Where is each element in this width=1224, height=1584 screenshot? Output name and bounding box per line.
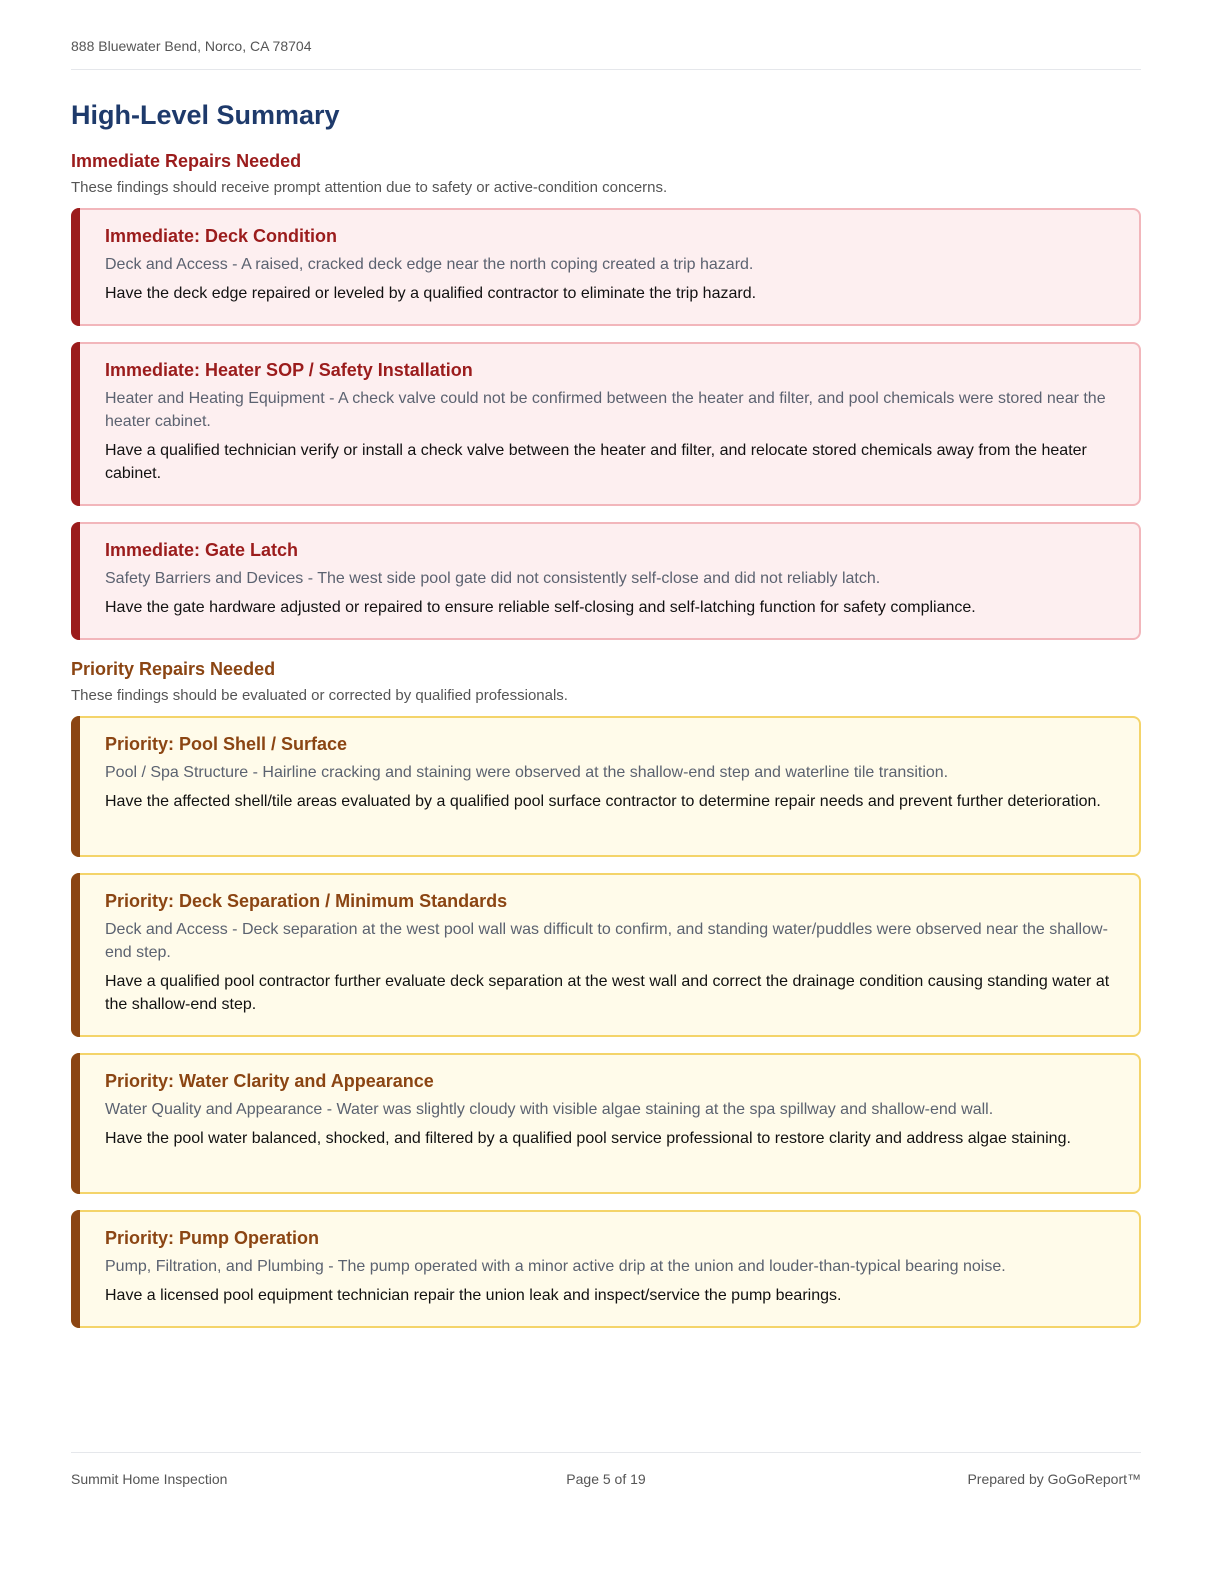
priority-card-deck-separation: [71, 873, 1141, 1037]
card-title: Priority: Deck Separation / Minimum Standards: [105, 891, 508, 911]
priority-section-description: These findings should be evaluated or corrected by qualified professionals.: [71, 687, 568, 704]
card-title: Immediate: Heater SOP / Safety Installation: [105, 360, 473, 380]
card-recommendation: Have the deck edge repaired or leveled by a qualified contractor to eliminate the trip hazard.: [105, 285, 757, 302]
priority-card-pump-operation: [71, 1210, 1141, 1328]
card-title: Priority: Pump Operation: [105, 1228, 320, 1248]
card-recommendation: Have a qualified technician verify or install a check valve between the heater and filter, and relocate stored chemicals away from the heater cabinet.: [105, 442, 1087, 482]
card-recommendation: Have a licensed pool equipment technician repair the union leak and inspect/service the pump bearings.: [105, 1287, 842, 1304]
page-title: High-Level Summary: [71, 100, 340, 130]
footer-page-number: Page 5 of 19: [566, 1471, 646, 1487]
footer-prepared-by: Prepared by GoGoReport™: [967, 1471, 1141, 1487]
card-finding: Deck and Access - Deck separation at the west pool wall was difficult to confirm, and standing water/puddles were observed near the shallow-end step.: [105, 921, 1108, 961]
footer-divider: [71, 1452, 1141, 1453]
priority-section-title: Priority Repairs Needed: [71, 659, 276, 679]
card-title: Immediate: Deck Condition: [105, 226, 338, 246]
card-finding: Water Quality and Appearance - Water was slightly cloudy with visible algae staining at the spa spillway and shallow-end wall.: [105, 1101, 994, 1118]
header-divider: [71, 69, 1141, 70]
immediate-card-gate-latch: [71, 522, 1141, 640]
card-recommendation: Have a qualified pool contractor further evaluate deck separation at the west wall and correct the drainage condition causing standing water at the shallow-end step.: [105, 973, 1110, 1013]
card-finding: Heater and Heating Equipment - A check valve could not be confirmed between the heater and filter, and pool chemicals were stored near the heater cabinet.: [105, 390, 1106, 430]
card-finding: Safety Barriers and Devices - The west side pool gate did not consistently self-close and did not reliably latch.: [105, 570, 881, 587]
card-title: Priority: Water Clarity and Appearance: [105, 1071, 434, 1091]
card-title: Immediate: Gate Latch: [105, 540, 299, 560]
card-recommendation: Have the pool water balanced, shocked, and filtered by a qualified pool service professional to restore clarity and address algae staining.: [105, 1130, 1071, 1147]
priority-card-water-clarity: [71, 1053, 1141, 1194]
card-finding: Pump, Filtration, and Plumbing - The pump operated with a minor active drip at the union and louder-than-typical bearing noise.: [105, 1258, 1006, 1275]
card-finding: Deck and Access - A raised, cracked deck edge near the north coping created a trip hazard.: [105, 256, 754, 273]
immediate-section-description: These findings should receive prompt attention due to safety or active-condition concerns.: [71, 179, 668, 196]
immediate-section-title: Immediate Repairs Needed: [71, 151, 302, 171]
footer-company: Summit Home Inspection: [71, 1471, 228, 1487]
property-address: 888 Bluewater Bend, Norco, CA 78704: [71, 38, 312, 54]
card-finding: Pool / Spa Structure - Hairline cracking and staining were observed at the shallow-end step and waterline tile transition.: [105, 764, 949, 781]
card-recommendation: Have the gate hardware adjusted or repaired to ensure reliable self-closing and self-latching function for safety compliance.: [105, 599, 976, 616]
card-recommendation: Have the affected shell/tile areas evaluated by a qualified pool surface contractor to determine repair needs and prevent further deterioration.: [105, 793, 1101, 810]
immediate-card-deck-condition: [71, 208, 1141, 326]
priority-card-pool-shell: [71, 716, 1141, 857]
card-title: Priority: Pool Shell / Surface: [105, 734, 348, 754]
immediate-card-heater-safety: [71, 342, 1141, 506]
